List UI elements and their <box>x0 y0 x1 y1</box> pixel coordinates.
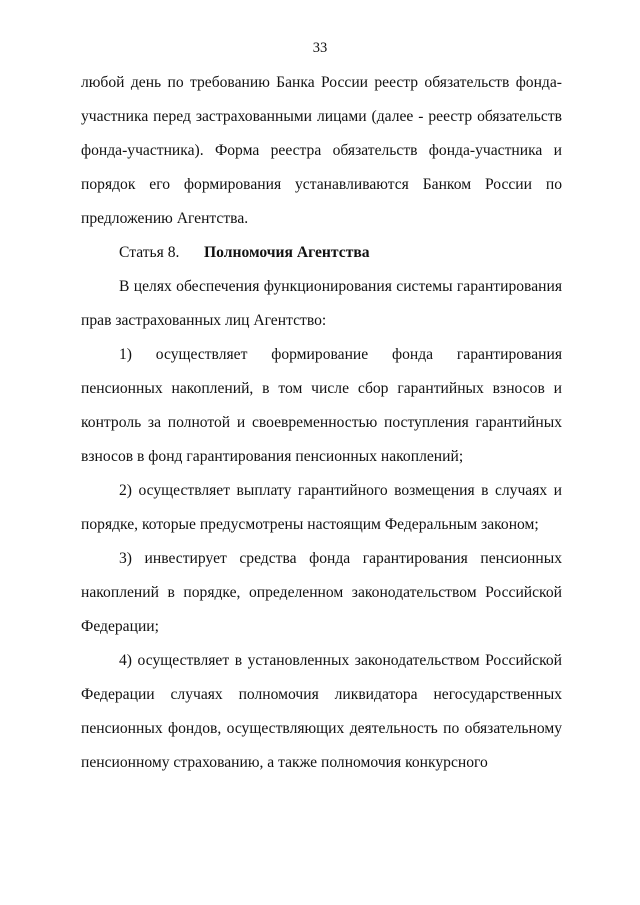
article-title: Полномочия Агентства <box>204 244 370 261</box>
article-number: Статья 8. <box>119 244 180 261</box>
list-item-1: 1) осуществляет формирование фонда гарантирования пенсионных накоплений, в том числе сбор гарантийных взносов и контроль за полнотой и своевременностью поступления гарантийных взносов в фонд гарантирования пенсионных накоплений; <box>81 346 562 465</box>
page-number: 33 <box>312 40 328 56</box>
paragraph-intro: В целях обеспечения функционирования системы гарантирования прав застрахованных лиц Агентство: <box>81 278 562 329</box>
article-heading <box>81 236 562 270</box>
document-body <box>81 66 562 780</box>
list-item-3: 3) инвестирует средства фонда гарантирования пенсионных накоплений в порядке, определенном законодательством Российской Федерации; <box>81 550 562 635</box>
paragraph-registry-continuation: любой день по требованию Банка России реестр обязательств фонда-участника перед застрахованными лицами (далее - реестр обязательств фонда-участника). Форма реестра обязательств фонда-участника и порядок его формирования устанавливаются Банком России по предложению Агентства. <box>81 74 562 227</box>
list-item-2: 2) осуществляет выплату гарантийного возмещения в случаях и порядке, которые предусмотрены настоящим Федеральным законом; <box>81 482 562 533</box>
list-item-4: 4) осуществляет в установленных законодательством Российской Федерации случаях полномочия ликвидатора негосударственных пенсионных фондов, осуществляющих деятельность по обязательному пенсионному страхованию, а также полномочия конкурсного <box>81 652 562 771</box>
